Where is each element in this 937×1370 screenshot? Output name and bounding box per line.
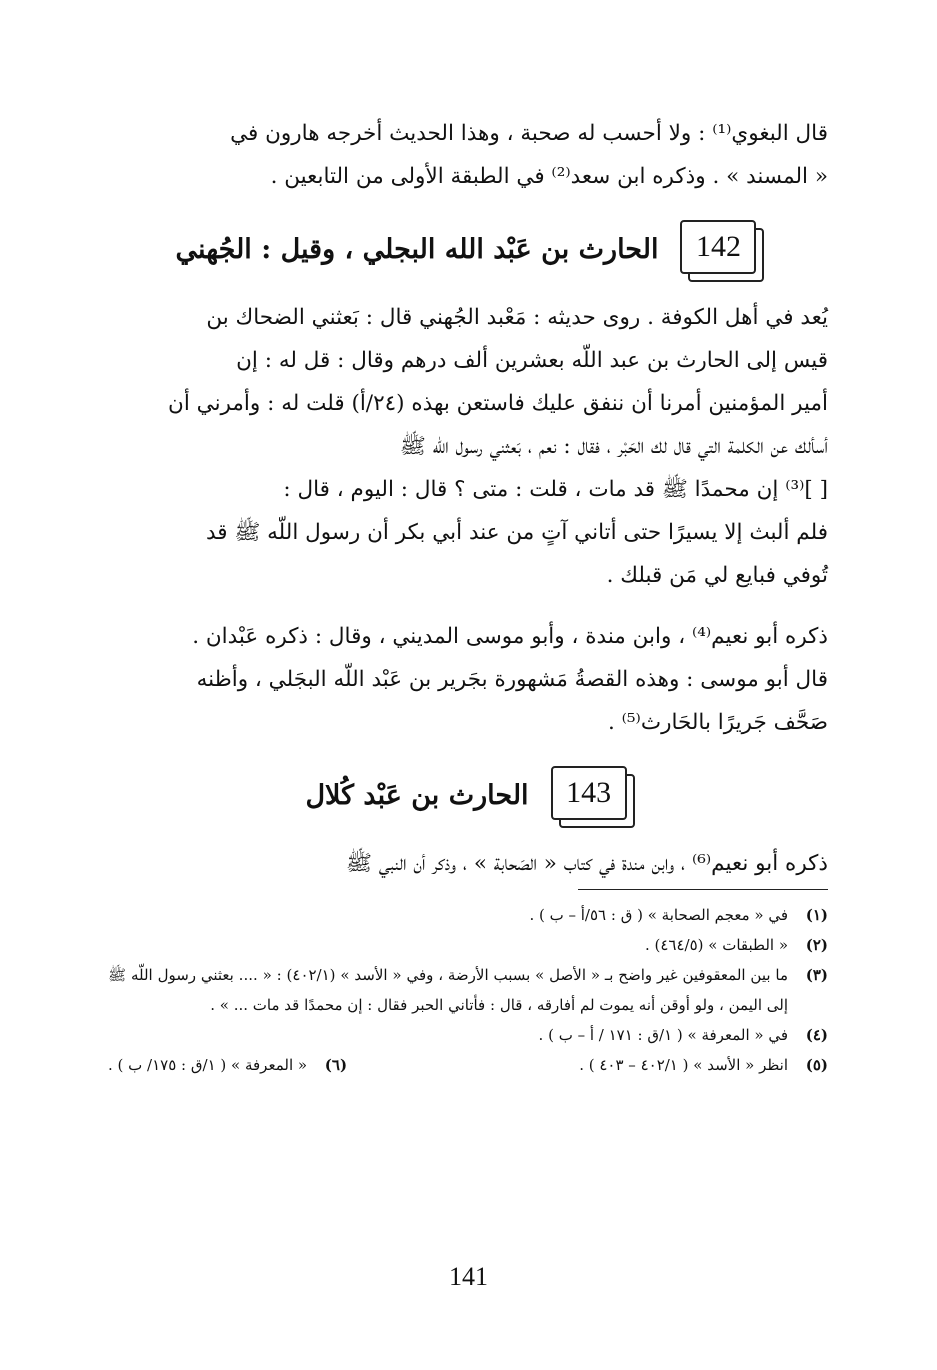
entry-number-box — [680, 220, 760, 278]
footnote-text: « المعرفة » ( ١/ق : ١٧٥/ ب ) . — [108, 1056, 308, 1074]
footnote — [108, 930, 828, 960]
footnote-row — [108, 1050, 828, 1080]
footnote-text: في « المعرفة » ( ١/ق : ١٧١ / أ – ب ) . — [538, 1026, 788, 1044]
footnote — [579, 1050, 828, 1080]
footnote-number: (٤) — [805, 1026, 828, 1044]
text-line: [ ]⁽³⁾ إن محمدًا ﷺ قد مات ، قلت : متى ؟ قال : اليوم ، قال : — [283, 477, 828, 502]
footnote — [108, 1020, 828, 1050]
text-line: « المسند » . وذكره ابن سعد⁽²⁾ في الطبقة الأولى من التابعين . — [270, 164, 828, 189]
intro-paragraph — [108, 112, 828, 198]
text-line: أمير المؤمنين أمرنا أن ننفق عليك فاستعن بهذه (٢٤/أ) قلت له : وأمرني أن — [168, 391, 828, 416]
footnote-text: انظر « الأسد » ( ٤٠٢/١ – ٤٠٣ ) . — [579, 1056, 788, 1074]
entry-number: 143 — [551, 766, 627, 820]
entry-142-heading — [108, 220, 828, 278]
text-line: يُعد في أهل الكوفة . روى حديثه : مَعْبد الجُهني قال : بَعثني الضحاك بن — [206, 305, 828, 330]
text-line: صَحَّف جَريرًا بالحَارث⁽⁵⁾ . — [607, 710, 828, 735]
entry-143-body — [108, 842, 828, 885]
entry-number: 142 — [680, 220, 756, 274]
text-line: فلم ألبث إلا يسيرًا حتى أتاني آتٍ من عند أبي بكر أن رسول اللّه ﷺ قد — [205, 520, 828, 545]
footnote — [108, 1050, 347, 1080]
text-line: أسألك عن الكلمة التي قال لك الحَبْر ، فقال : نعم ، بَعثني رسول اللّه ﷺ — [399, 434, 828, 459]
entry-number-box — [551, 766, 631, 824]
footnote-text: « الطبقات » (٤٦٤/٥) . — [644, 936, 788, 954]
footnote-number: (١) — [805, 906, 828, 924]
page-body — [108, 112, 828, 1080]
entry-142-body — [108, 296, 828, 744]
footnote — [108, 900, 828, 930]
text-line: قيس إلى الحارث بن عبد اللّه بعشرين ألف درهم وقال : قل له : إن — [236, 348, 828, 373]
footnote-number: (٣) — [805, 966, 828, 984]
text-line: تُوفي فبايع لي مَن قبلك . — [606, 563, 828, 588]
footnote-number: (٦) — [324, 1056, 348, 1074]
text-line: قال البغوي⁽¹⁾ : ولا أحسب له صحبة ، وهذا الحديث أخرجه هارون في — [230, 121, 828, 146]
footnote-text: ما بين المعقوفين غير واضح بـ « الأصل » بسبب الأرضة ، وفي « الأسد » (٤٠٢/١) : « .... بعثني رسول اللّه ﷺ إلى اليمن ، ولو أوقن أنه يموت لم أفارقه ، قال : فأتاني الحبر فقال : إن محمدًا قد مات ... » . — [108, 966, 788, 1014]
footnote-divider — [578, 889, 828, 890]
entry-title: الحارث بن عَبْد كُلال — [305, 779, 529, 811]
footnote-text: في « معجم الصحابة » ( ق : ٥٦/أ – ب ) . — [529, 906, 788, 924]
page-number: 141 — [449, 1262, 488, 1291]
footnote-number: (٥) — [805, 1056, 828, 1074]
entry-143-heading — [108, 766, 828, 824]
entry-title: الحارث بن عَبْد الله البجلي ، وقيل : الجُهني — [175, 233, 659, 265]
footnote — [108, 960, 828, 1020]
text-line: ذكره أبو نعيم⁽⁴⁾ ، وابن مندة ، وأبو موسى المديني ، وقال : ذكره عَبْدان . — [192, 624, 828, 649]
footnotes — [108, 900, 828, 1080]
text-line: ذكره أبو نعيم⁽⁶⁾ ، وابن مندة في كتاب « الصَحابة » ، وذكر أن النبي ﷺ — [346, 851, 828, 876]
text-line: قال أبو موسى : وهذه القصةُ مَشهورة بجَرير بن عَبْد اللّه البجَلي ، وأظنه — [196, 667, 828, 692]
footnote-number: (٢) — [805, 936, 828, 954]
